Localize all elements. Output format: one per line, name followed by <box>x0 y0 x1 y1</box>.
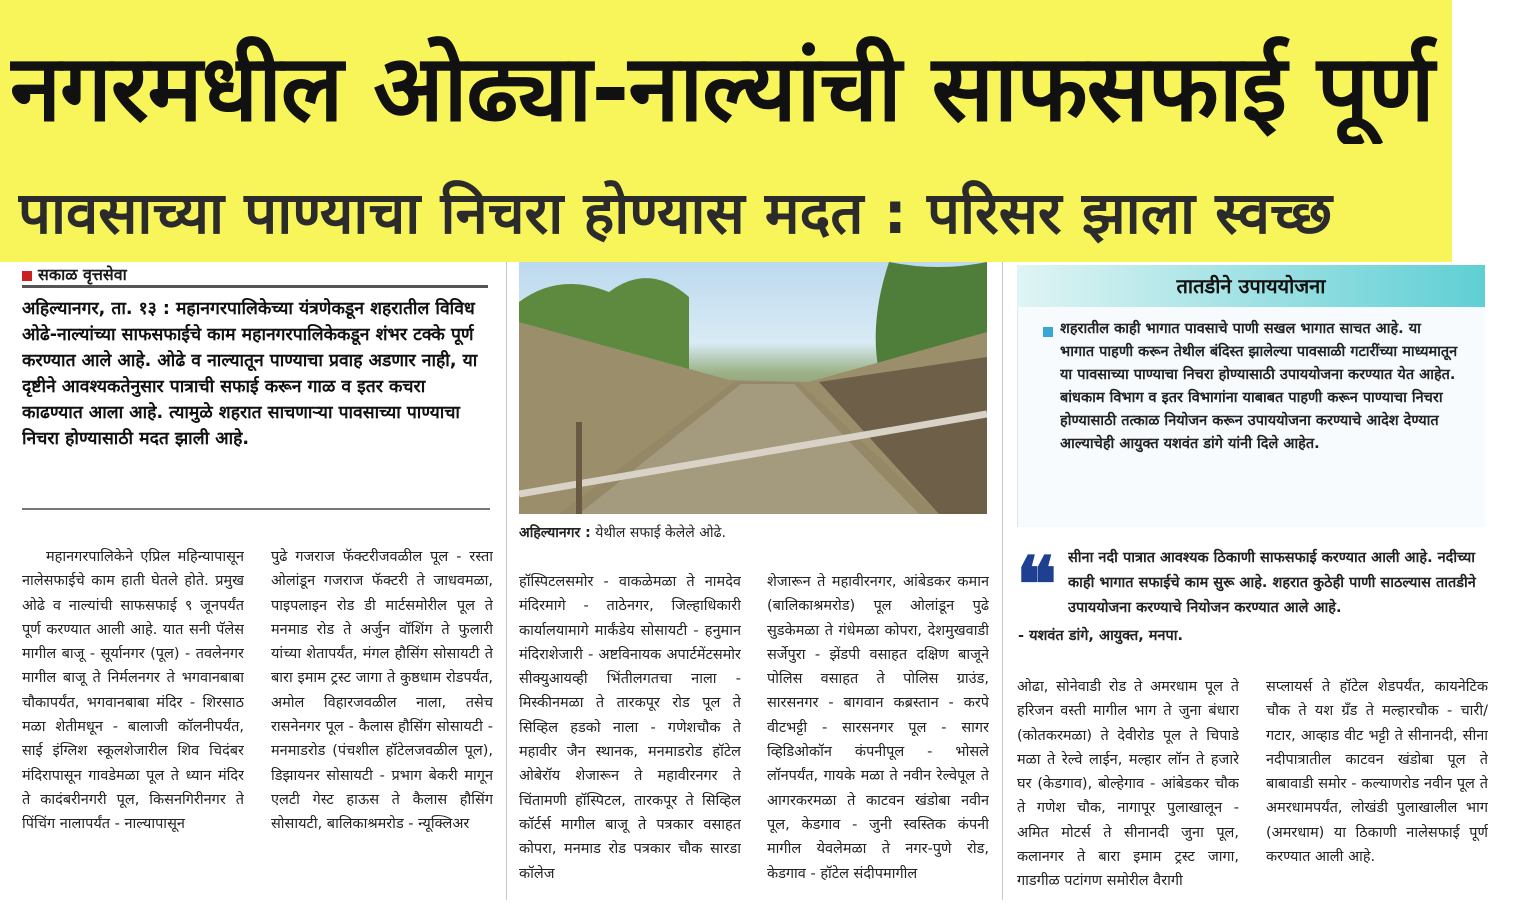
article-column-1: महानगरपालिकेने एप्रिल महिन्यापासून नालेसफाईचे काम हाती घेतले होते. प्रमुख ओढे व नाल्यांची साफसफाई ९ जूनपर्यंत पूर्ण करण्यात आली आहे. यात सनी पॅलेस मागील बाजू - सूर्यानगर (पूल) - तवलेनगर मागील बाजू ते निर्मलनगर ते भगवानबाबा चौकापर्यंत, भगवानबाबा मंदिर - शिरसाठ मळा शेतीमधून - बालाजी कॉलनीपर्यंत, साई इंग्लिश स्कूलशेजारील शिव चिदंबर मंदिरापासून गावडेमळा पूल ते ध्यान मंदिर ते कादंबरीनगरी पूल, किसनगिरीनगर ते पिंचिंग नालापर्यंत - नाल्यापासून <box>22 549 244 833</box>
caption-text: येथील सफाई केलेले ओढे. <box>590 525 726 541</box>
headline: नगरमधील ओढ्या-नाल्यांची साफसफाई पूर्ण <box>10 35 1434 142</box>
column-divider <box>1002 262 1003 900</box>
sidebar-box-title: तातडीने उपाययोजना <box>1017 265 1485 307</box>
nala-photo-illustration <box>519 262 987 514</box>
byline-square-icon <box>22 271 32 281</box>
article-column-4: शेजारून ते महावीरनगर, आंबेडकर कमान (बालिकाश्रमरोड) पूल ओलांडून पुढे सुडकेमळा ते गंधेमळा कोपरा, देशमुखवाडी सर्जेपुरा - झेंडपी वसाहत दक्षिण बाजूने पोलिस वसाहत ते पोलिस ग्राउंड, सारसनगर - बागवान कब्रस्तान - करपे वीटभट्टी - सारसनगर पूल - सागर व्हिडिओकॉन कंपनीपूल - भोसले लॉनपर्यंत, गायके मळा ते नवीन रेल्वेपूल ते आगरकरमळा ते काटवन खंडोबा नवीन पूल, केडगाव - जुनी स्वस्तिक कंपनी मागील येवलेमळा ते नगर-पुणे रोड, केडगाव - हॉटेल संदीपमागील <box>767 574 989 882</box>
square-bullet-icon <box>1043 327 1053 337</box>
sidebar-box-text: शहरातील काही भागात पावसाचे पाणी सखल भागात साचत आहे. या भागात पाहणी करून तेथील बंदिस्त झालेल्या पावसाळी गटारींच्या माध्यमातून या पावसाच्या पाण्याचा निचरा होण्यासाठी उपाययोजना करण्यात येत आहेत. बांधकाम विभाग व इतर विभागांना याबाबत पाहणी करून पाण्याचा निचरा होण्यासाठी तत्काळ नियोजन करून उपाययोजना करण्याचे आदेश देण्यात आल्याचेही आयुक्त यशवंत डांगे यांनी दिले आहेत. <box>1060 321 1458 452</box>
lead-divider <box>22 508 490 510</box>
column-divider <box>506 262 507 900</box>
article-column-2: पुढे गजराज फॅक्टरीजवळील पूल - रस्ता ओलांडून गजराज फॅक्टरी ते जाधवमळा, पाइपलाइन रोड डी मार्टसमोरील पूल ते मनमाड रोड ते अर्जुन वॉशिंग ते फुलारी यांच्या शेतापर्यंत, मंगल हौसिंग सोसायटी ते बारा इमाम ट्रस्ट जागा ते कुष्ठधाम रोडपर्यंत, अमोल विहारजवळील नाला, तसेच रासनेनगर पूल - कैलास हौसिंग सोसायटी - मनमाडरोड (पंचशील हॉटेलजवळील पूल), डिझायनर सोसायटी - प्रभाग बेकरी मागून एलटी गेस्ट हाऊस ते कैलास हौसिंग सोसायटी, बालिकाश्रमरोड - न्यूक्लिअर <box>271 549 493 833</box>
caption-place: अहिल्यानगर : <box>519 525 591 541</box>
pull-quote-attribution: - यशवंत डांगे, आयुक्त, मनपा. <box>1018 628 1183 644</box>
byline <box>22 262 488 288</box>
pull-quote-text: सीना नदी पात्रात आवश्यक ठिकाणी साफसफाई करण्यात आली आहे. नदीच्या काही भागात सफाईचे काम सुरू आहे. शहरात कुठेही पाणी साठल्यास तातडीने उपाययोजना करण्याचे नियोजन करण्यात आले आहे. <box>1068 550 1476 616</box>
photo-caption <box>519 522 987 544</box>
lead-paragraph: अहिल्यानगर, ता. १३ : महानगरपालिकेच्या यंत्रणेकडून शहरातील विविध ओढे-नाल्यांच्या साफसफाईचे काम महानगरपालिकेकडून शंभर टक्के पूर्ण करण्यात आले आहे. ओढे व नाल्यातून पाण्याचा प्रवाह अडणार नाही, या दृष्टीने आवश्यकतेनुसार पात्राची सफाई करून गाळ व इतर कचरा काढण्यात आला आहे. त्यामुळे शहरात साचणाऱ्या पावसाच्या पाण्याचा निचरा होण्यासाठी मदत झाली आहे. <box>22 299 478 449</box>
article-column-6: सप्लायर्स ते हॉटेल शेडपर्यंत, कायनेटिक चौक ते यश ग्रँड ते मल्हारचौक - चारी/गटार, आव्हाड वीट भट्टी ते सीनानदी, सीना नदीपात्रातील काटवन खंडोबा पूल ते बाबावाडी समोर - कल्याणरोड नवीन पूल ते अमरधामपर्यंत, लोखंडी पुलाखालील भाग (अमरधाम) या ठिकाणी नालेसफाई पूर्ण करण्यात आली आहे. <box>1266 679 1488 866</box>
article-photo <box>519 262 987 514</box>
subheadline: पावसाच्या पाण्याचा निचरा होण्यास मदत : परिसर झाला स्वच्छ <box>18 179 1333 247</box>
quote-mark-icon: ❝ <box>1016 540 1057 629</box>
article-column-3: हॉस्पिटलसमोर - वाकळेमळा ते नामदेव मंदिरमागे - ताठेनगर, जिल्हाधिकारी कार्यालयामागे मार्कंडेय सोसायटी - हनुमान मंदिराशेजारी - अष्टविनायक अपार्टमेंटसमोर सीक्युआयव्ही भिंतीलगतचा नाला - मिस्कीनमळा ते तारकपूर रोड पूल ते सिव्हिल हडको नाला - गणेशचौक ते महावीर जैन स्थानक, मनमाडरोड हॉटेल ओबेरॉय शेजारून ते महावीरनगर ते चिंतामणी हॉस्पिटल, तारकपूर ते सिव्हिल कॉर्टर्स मागील बाजू ते पत्रकार वसाहत कोपरा, मनमाड रोड पत्रकार चौक सारडा कॉलेज <box>519 574 741 882</box>
article-column-5: ओढा, सोनेवाडी रोड ते अमरधाम पूल ते हरिजन वस्ती मागील भाग ते जुना बंधारा (कोतकरमळा) ते देवीरोड पूल ते चिपाडे मळा ते रेल्वे लाईन, मल्हार लॉन ते हजारे घर (केडगाव), बोल्हेगाव - आंबेडकर चौक ते गणेश चौक, नागापूर पुलाखालून - अमित मोटर्स ते सीनानदी जुना पूल, कलानगर ते बारा इमाम ट्रस्ट जागा, गाडगीळ पटांगण समोरील वैरागी <box>1017 679 1239 890</box>
byline-text: सकाळ वृत्तसेवा <box>38 265 127 284</box>
